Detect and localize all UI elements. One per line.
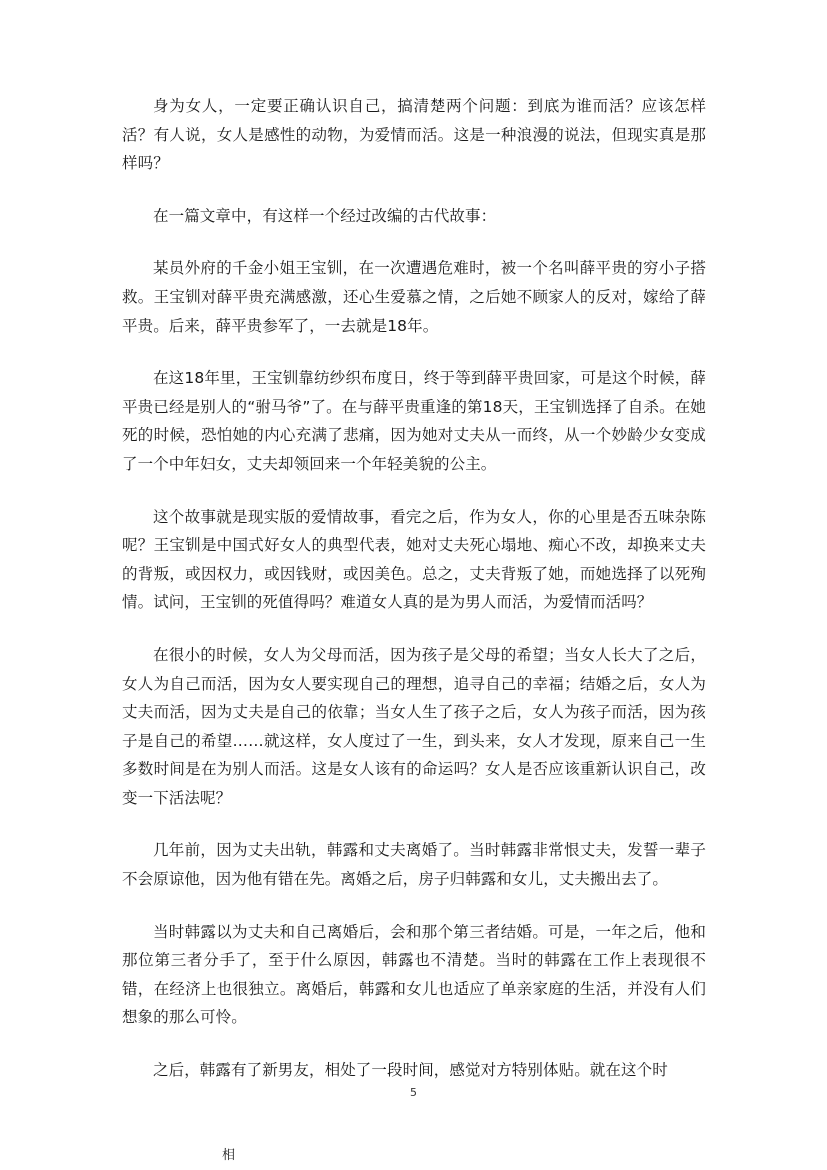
paragraph-2: 在一篇文章中，有这样一个经过改编的古代故事：	[153, 206, 497, 225]
page-number: 5	[410, 1086, 417, 1099]
paragraph-9: 之后，韩露有了新男友，相处了一段时间，感觉对方特别体贴。就在这个时	[153, 1061, 668, 1080]
paragraph-4: 在这18年里，王宝钏靠纺纱织布度日，终于等到薛平贵回家，可是这个时候，薛平贵已经是别人的“驸马爷”了。在与薛平贵重逢的第18天，王宝钏选择了自杀。在她死的时候，恐怕她的内心充满了悲痛，因为她对丈夫从一而终，从一个妙龄少女变成了一个中年妇女，丈夫却领回来一个年轻美貌的公主。	[122, 369, 706, 473]
paragraph-7: 几年前，因为丈夫出轨，韩露和丈夫离婚了。当时韩露非常恨丈夫，发誓一辈子不会原谅他，因为他有错在先。离婚之后，房子归韩露和女儿，丈夫搬出去了。	[122, 841, 706, 889]
footer-mark: 相	[222, 1148, 236, 1163]
paragraph-3: 某员外府的千金小姐王宝钏，在一次遭遇危难时，被一个名叫薛平贵的穷小子搭救。王宝钏对薛平贵充满感激，还心生爱慕之情，之后她不顾家人的反对，嫁给了薛平贵。后来，薛平贵参军了，一去就是18年。	[122, 259, 706, 335]
document-body	[122, 92, 706, 1109]
paragraph-6: 在很小的时候，女人为父母而活，因为孩子是父母的希望；当女人长大了之后，女人为自己而活，因为女人要实现自己的理想，追寻自己的幸福；结婚之后，女人为丈夫而活，因为丈夫是自己的依靠；当女人生了孩子之后，女人为孩子而活，因为孩子是自己的希望……就这样，女人度过了一生，到头来，女人才发现，原来自己一生多数时间是在为别人而活。这是女人该有的命运吗？女人是否应该重新认识自己，改变一下活法呢？	[122, 645, 706, 807]
paragraph-1: 身为女人，一定要正确认识自己，搞清楚两个问题：到底为谁而活？应该怎样活？有人说，女人是感性的动物，为爱情而活。这是一种浪漫的说法，但现实真是那样吗？	[122, 97, 706, 173]
paragraph-5: 这个故事就是现实版的爱情故事，看完之后，作为女人，你的心里是否五味杂陈呢？王宝钏是中国式好女人的典型代表，她对丈夫死心塌地、痴心不改，却换来丈夫的背叛，或因权力，或因钱财，或因美色。总之，丈夫背叛了她，而她选择了以死殉情。试问，王宝钏的死值得吗？难道女人真的是为男人而活，为爱情而活吗？	[122, 507, 706, 612]
paragraph-8: 当时韩露以为丈夫和自己离婚后，会和那个第三者结婚。可是，一年之后，他和那位第三者分手了，至于什么原因，韩露也不清楚。当时的韩露在工作上表现很不错，在经济上也很独立。离婚后，韩露和女儿也适应了单亲家庭的生活，并没有人们想象的那么可怜。	[122, 922, 706, 1027]
